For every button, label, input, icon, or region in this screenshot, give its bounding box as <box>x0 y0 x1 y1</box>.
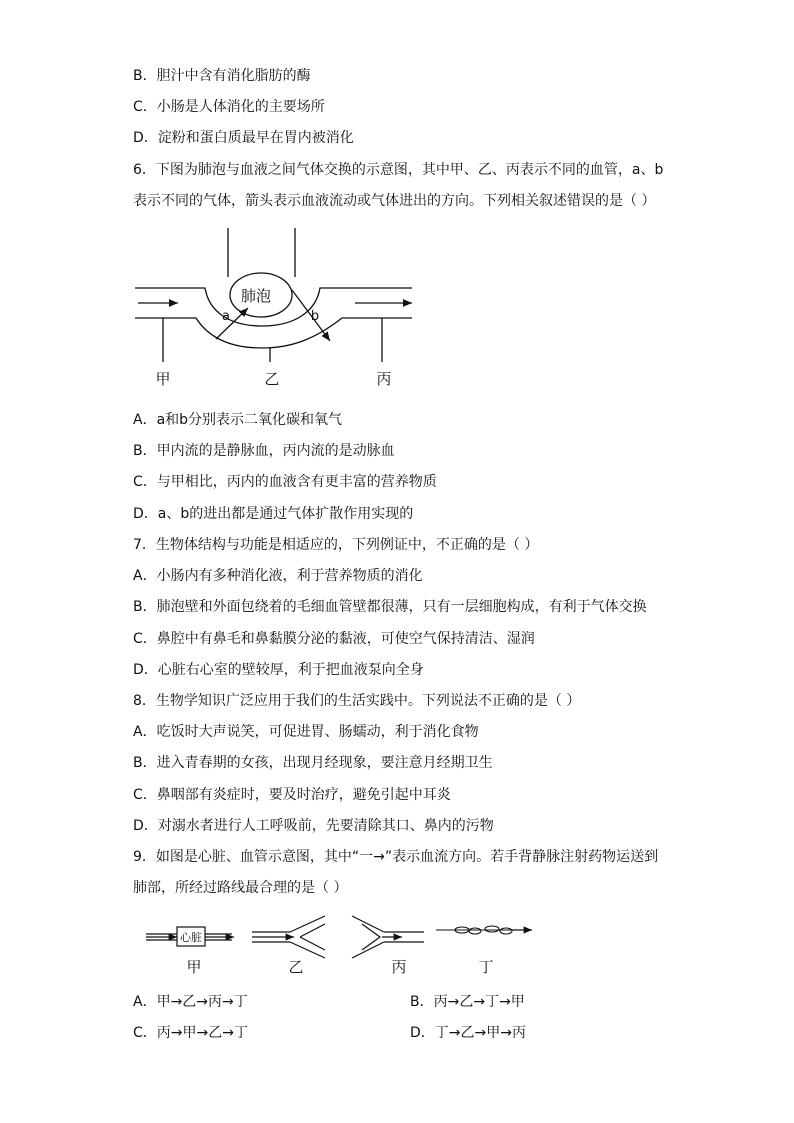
fig9-label-bing: 丙 <box>391 958 407 976</box>
q6-option-a: A．a和b分别表示二氧化碳和氧气 <box>133 412 343 428</box>
q8-option-b: B．进入青春期的女孩，出现月经现象，要注意月经期卫生 <box>133 755 493 771</box>
q8-stem: 8．生物学知识广泛应用于我们的生活实践中。下列说法不正确的是（ ） <box>133 693 581 709</box>
q5-option-c: C．小肠是人体消化的主要场所 <box>133 99 325 115</box>
vessel-jia-label: 甲 <box>155 370 171 388</box>
q7-option-c: C．鼻腔中有鼻毛和鼻黏膜分泌的黏液，可使空气保持清洁、湿润 <box>133 631 535 647</box>
q6-option-d: D．a、b的进出都是通过气体扩散作用实现的 <box>133 506 414 522</box>
fig9-label-yi: 乙 <box>288 958 304 976</box>
q9-option-d: D．丁→乙→甲→丙 <box>410 1025 526 1041</box>
q7-option-a: A．小肠内有多种消化液，利于营养物质的消化 <box>133 568 423 584</box>
q5-option-d: D．淀粉和蛋白质最早在胃内被消化 <box>133 130 354 146</box>
alveolus-diagram <box>130 222 430 394</box>
vessel-bing-label: 丙 <box>376 370 392 388</box>
q5-option-b: B．胆汁中含有消化脂肪的酶 <box>133 68 311 84</box>
vessel-yi-label: 乙 <box>264 370 280 388</box>
q6-stem-line-2: 表示不同的气体，箭头表示血液流动或气体进出的方向。下列相关叙述错误的是（ ） <box>133 193 656 209</box>
q9-option-c: C．丙→甲→乙→丁 <box>133 1025 248 1041</box>
alveolus-label: 肺泡 <box>240 287 272 305</box>
fig9-label-jia: 甲 <box>186 958 202 976</box>
gas-a-label: a <box>222 309 230 324</box>
heart-label: 心脏 <box>180 931 202 944</box>
q6-option-c: C．与甲相比，丙内的血液含有更丰富的营养物质 <box>133 474 437 490</box>
q9-option-b: B．丙→乙→丁→甲 <box>410 994 525 1010</box>
q8-option-a: A．吃饭时大声说笑，可促进胃、肠蠕动，利于消化食物 <box>133 724 479 740</box>
q9-option-a: A．甲→乙→丙→丁 <box>133 994 248 1010</box>
q7-option-b: B．肺泡壁和外面包绕着的毛细血管壁都很薄，只有一层细胞构成，有利于气体交换 <box>133 599 647 615</box>
q6-stem-line-1: 6．下图为肺泡与血液之间气体交换的示意图，其中甲、乙、丙表示不同的血管，a、b <box>133 162 664 178</box>
q8-option-c: C．鼻咽部有炎症时，要及时治疗，避免引起中耳炎 <box>133 787 451 803</box>
q7-stem: 7．生物体结构与功能是相适应的，下列例证中，不正确的是（ ） <box>133 537 539 553</box>
q9-stem-line-2: 肺部，所经过路线最合理的是（ ） <box>133 880 348 896</box>
fig9-label-ding: 丁 <box>478 958 494 976</box>
q7-option-d: D．心脏右心室的壁较厚，利于把血液泵向全身 <box>133 662 424 678</box>
heart-vessel-diagram <box>140 910 540 980</box>
q8-option-d: D．对溺水者进行人工呼吸前，先要清除其口、鼻内的污物 <box>133 818 494 834</box>
q9-stem-line-1: 9．如图是心脏、血管示意图，其中“一→”表示血流方向。若手背静脉注射药物运送到 <box>133 849 659 865</box>
q6-option-b: B．甲内流的是静脉血，丙内流的是动脉血 <box>133 443 395 459</box>
gas-b-label: b <box>310 309 320 324</box>
